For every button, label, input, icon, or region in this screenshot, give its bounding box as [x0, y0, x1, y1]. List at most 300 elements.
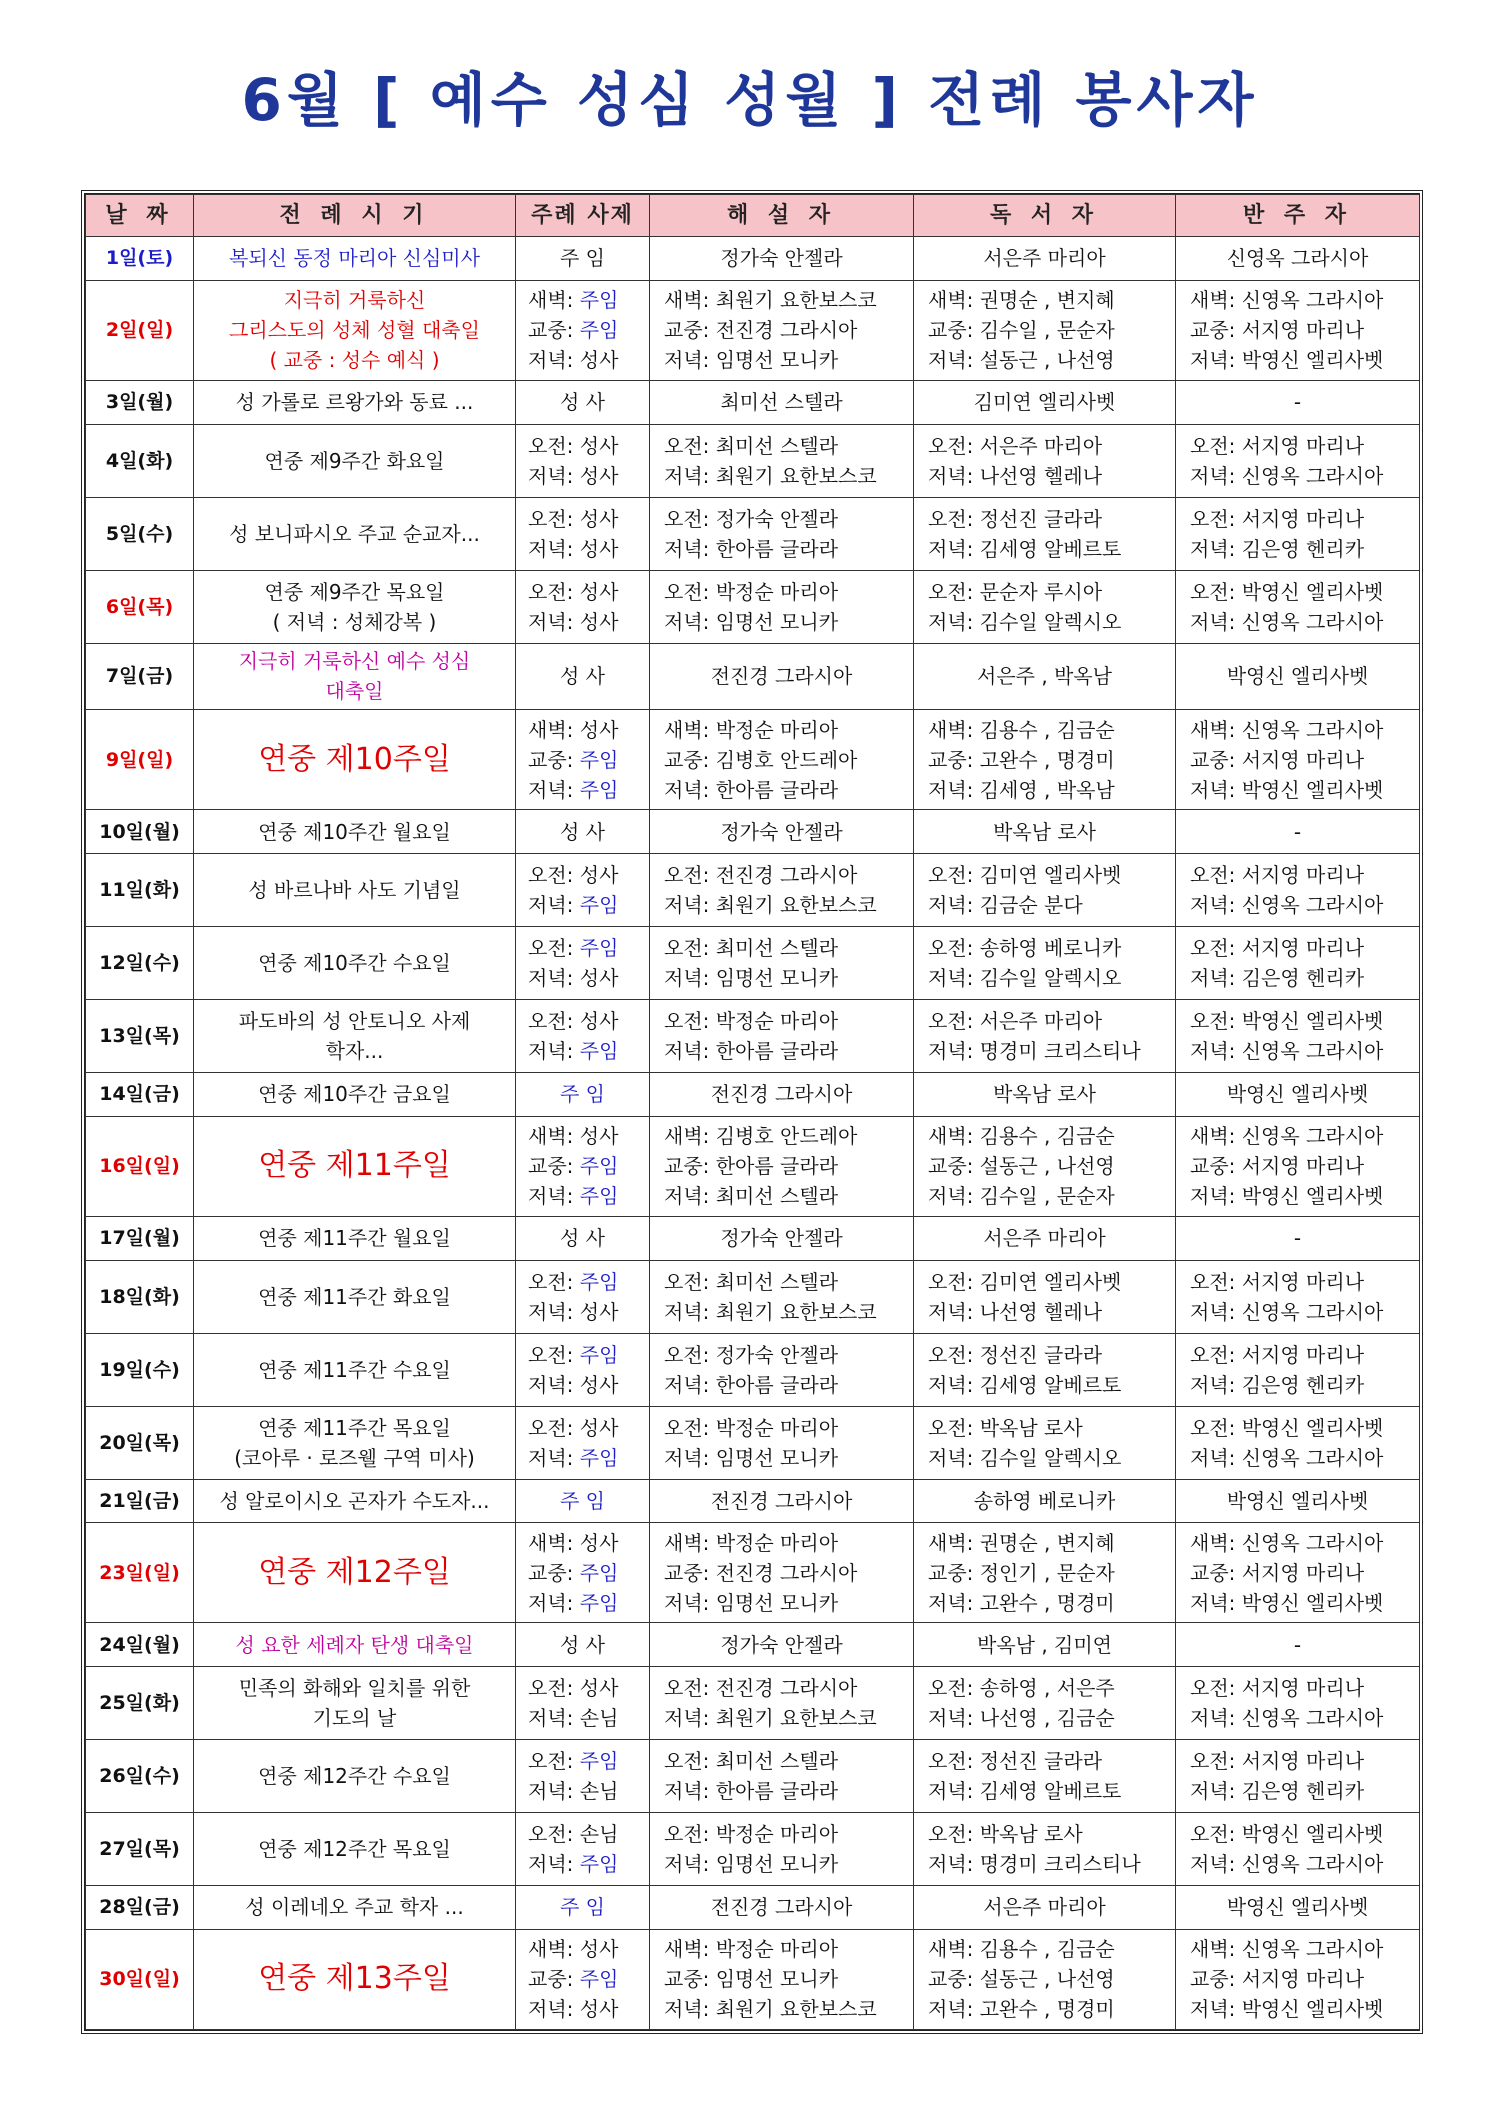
date-cell: 18일(화) — [86, 1260, 194, 1333]
lector-line: 오전: 서은주 마리아 — [928, 1009, 1103, 1033]
season-line: 성 알로이시오 곤자가 수도자... — [219, 1488, 490, 1513]
lector-cell — [914, 1740, 1176, 1813]
celebrant-cell — [516, 854, 650, 927]
celebrant-name: 성사 — [579, 966, 619, 991]
organist-line: 오전: 박영신 엘리사벳 — [1190, 1415, 1384, 1440]
celebrant-line — [528, 1340, 643, 1370]
celebrant-line — [528, 860, 643, 890]
celebrant-line — [528, 1297, 643, 1327]
celebrant-line — [528, 1036, 643, 1066]
date-cell: 2일(일) — [86, 280, 194, 380]
table-row — [86, 1406, 1420, 1479]
celebrant-cell — [516, 710, 650, 810]
schedule-table — [85, 194, 1420, 2030]
commentator-line: 저녁: 최원기 요한보스코 — [664, 463, 877, 488]
table-row — [86, 1886, 1420, 1930]
time-label: 저녁: — [528, 609, 580, 634]
organist-cell — [1176, 710, 1420, 810]
organist-cell — [1176, 1072, 1420, 1116]
celebrant-line — [522, 243, 643, 273]
lector-cell — [914, 1000, 1176, 1073]
lector-cell — [914, 1479, 1176, 1523]
lector-line: 송하영 베로니카 — [973, 1488, 1116, 1513]
celebrant-cell — [516, 1667, 650, 1740]
organist-cell — [1176, 1333, 1420, 1406]
time-label: 저녁: — [528, 1445, 580, 1470]
table-row — [86, 280, 1420, 380]
commentator-line: 교중: 김병호 안드레아 — [664, 747, 858, 772]
season-line: 학자... — [325, 1039, 384, 1063]
time-label: 오전: — [528, 1415, 580, 1440]
celebrant-cell — [516, 1479, 650, 1523]
organist-cell — [1176, 1260, 1420, 1333]
season-line: 성 이레네오 주교 학자 ... — [245, 1895, 464, 1920]
lector-line: 서은주 마리아 — [983, 1895, 1106, 1920]
lector-line: 새벽: 권명순 , 변지혜 — [928, 1530, 1115, 1555]
celebrant-name: 성사 — [579, 1530, 619, 1555]
lector-line: 저녁: 김수일 알렉시오 — [928, 1445, 1122, 1470]
commentator-line: 저녁: 한아름 글라라 — [664, 1372, 839, 1397]
organist-cell — [1176, 380, 1420, 424]
commentator-cell — [650, 927, 914, 1000]
celebrant-cell — [516, 1000, 650, 1073]
commentator-line: 새벽: 박정순 마리아 — [664, 1937, 839, 1962]
lector-line: 오전: 송하영 베로니카 — [928, 936, 1122, 961]
lector-line: 저녁: 나선영 , 김금순 — [928, 1706, 1115, 1731]
season-line: 지극히 거룩하신 — [283, 288, 426, 313]
lector-line: 김미연 엘리사벳 — [973, 390, 1116, 415]
celebrant-line — [528, 1746, 643, 1776]
commentator-line: 저녁: 임명선 모니카 — [664, 1590, 839, 1615]
celebrant-name: 손님 — [579, 1822, 619, 1847]
table-row — [86, 1072, 1420, 1116]
commentator-cell — [650, 854, 914, 927]
commentator-line: 새벽: 최원기 요한보스코 — [664, 288, 877, 313]
organist-line: 오전: 서지영 마리나 — [1190, 863, 1365, 888]
table-row — [86, 380, 1420, 424]
lector-line: 교중: 고완수 , 명경미 — [928, 747, 1115, 772]
lector-line: 오전: 박옥남 로사 — [928, 1415, 1083, 1440]
table-row — [86, 927, 1420, 1000]
season-line: 연중 제13주일 — [258, 1961, 451, 1997]
time-label: 저녁: — [528, 966, 580, 991]
lector-cell — [914, 380, 1176, 424]
celebrant-name: 성사 — [579, 1299, 619, 1324]
organist-line: 저녁: 신영옥 그라시아 — [1190, 1852, 1384, 1877]
celebrant-line — [528, 745, 643, 775]
lector-line: 저녁: 김세영 알베르토 — [928, 536, 1122, 561]
page-title: 6월 [ 예수 성심 성월 ] 전례 봉사자 — [241, 66, 1259, 134]
celebrant-line — [528, 1121, 643, 1151]
celebrant-line — [528, 1528, 643, 1558]
lector-line: 오전: 박옥남 로사 — [928, 1822, 1083, 1847]
organist-line: 오전: 서지영 마리나 — [1190, 506, 1365, 531]
time-label: 저녁: — [528, 1039, 580, 1063]
season-cell — [194, 1813, 516, 1886]
celebrant-cell — [516, 1813, 650, 1886]
commentator-line: 저녁: 임명선 모니카 — [664, 348, 839, 373]
celebrant-name: 성 사 — [560, 819, 605, 844]
organist-cell — [1176, 280, 1420, 380]
organist-line: 박영신 엘리사벳 — [1226, 1488, 1369, 1513]
table-row — [86, 570, 1420, 643]
header-commentator: 해 설 자 — [650, 195, 914, 237]
lector-line: 오전: 김미연 엘리사벳 — [928, 1269, 1122, 1294]
season-line: 연중 제9주간 화요일 — [264, 448, 445, 473]
celebrant-line — [528, 285, 643, 315]
date-cell: 28일(금) — [86, 1886, 194, 1930]
commentator-line: 오전: 최미선 스텔라 — [664, 1269, 839, 1294]
commentator-cell — [650, 1000, 914, 1073]
lector-cell — [914, 570, 1176, 643]
lector-line: 오전: 서은주 마리아 — [928, 433, 1103, 458]
celebrant-line — [528, 1558, 643, 1588]
time-label: 오전: — [528, 579, 580, 604]
celebrant-line — [528, 1964, 643, 1994]
commentator-line: 교중: 전진경 그라시아 — [664, 318, 858, 343]
celebrant-line — [528, 607, 643, 637]
celebrant-name: 주임 — [579, 936, 619, 961]
header-organist: 반 주 자 — [1176, 195, 1420, 237]
season-cell — [194, 810, 516, 854]
organist-line: 새벽: 신영옥 그라시아 — [1190, 717, 1384, 742]
time-label: 저녁: — [528, 1997, 580, 2022]
celebrant-cell — [516, 1929, 650, 2029]
celebrant-cell — [516, 1886, 650, 1930]
season-line: 성 보니파시오 주교 순교자... — [229, 521, 480, 546]
lector-line: 저녁: 나선영 헬레나 — [928, 1299, 1103, 1324]
date-cell: 9일(일) — [86, 710, 194, 810]
organist-cell — [1176, 810, 1420, 854]
commentator-cell — [650, 1116, 914, 1216]
organist-line: 새벽: 신영옥 그라시아 — [1190, 1530, 1384, 1555]
celebrant-line — [528, 1443, 643, 1473]
celebrant-name: 성사 — [579, 463, 619, 488]
commentator-line: 새벽: 박정순 마리아 — [664, 1530, 839, 1555]
commentator-line: 저녁: 최미선 스텔라 — [664, 1184, 839, 1209]
lector-line: 저녁: 명경미 크리스티나 — [928, 1852, 1141, 1877]
commentator-cell — [650, 1886, 914, 1930]
celebrant-name: 성사 — [579, 609, 619, 634]
season-cell — [194, 710, 516, 810]
header-celebrant: 주례 사제 — [516, 195, 650, 237]
commentator-cell — [650, 237, 914, 281]
time-label: 저녁: — [528, 1372, 580, 1397]
celebrant-cell — [516, 1406, 650, 1479]
celebrant-name: 주임 — [579, 288, 619, 313]
season-line: 그리스도의 성체 성혈 대축일 — [229, 318, 480, 343]
lector-line: 박옥남 , 김미연 — [977, 1632, 1112, 1657]
season-line: 연중 제12주간 수요일 — [258, 1764, 451, 1789]
season-line: 연중 제11주간 화요일 — [258, 1284, 451, 1309]
celebrant-name: 주임 — [579, 777, 619, 802]
lector-line: 서은주 마리아 — [983, 1226, 1106, 1251]
celebrant-name: 주 임 — [560, 246, 605, 271]
table-row — [86, 710, 1420, 810]
celebrant-name: 주임 — [579, 1967, 619, 1992]
lector-line: 교중: 설동근 , 나선영 — [928, 1154, 1115, 1179]
celebrant-line — [522, 817, 643, 847]
celebrant-line — [528, 315, 643, 345]
season-cell — [194, 237, 516, 281]
commentator-line: 오전: 전진경 그라시아 — [664, 1676, 858, 1701]
commentator-cell — [650, 1406, 914, 1479]
celebrant-name: 성사 — [579, 348, 619, 373]
commentator-cell — [650, 1929, 914, 2029]
time-label: 저녁: — [528, 1299, 580, 1324]
lector-line: 저녁: 설동근 , 나선영 — [928, 348, 1115, 373]
commentator-cell — [650, 570, 914, 643]
lector-cell — [914, 927, 1176, 1000]
organist-line: 새벽: 신영옥 그라시아 — [1190, 1937, 1384, 1962]
lector-line: 저녁: 김수일 알렉시오 — [928, 609, 1122, 634]
celebrant-cell — [516, 1216, 650, 1260]
celebrant-cell — [516, 1623, 650, 1667]
commentator-line: 새벽: 박정순 마리아 — [664, 717, 839, 742]
celebrant-name: 주임 — [579, 1184, 619, 1209]
commentator-cell — [650, 280, 914, 380]
season-line: 기도의 날 — [312, 1706, 397, 1731]
lector-line: 박옥남 로사 — [993, 1082, 1096, 1107]
celebrant-line — [528, 534, 643, 564]
organist-line: 새벽: 신영옥 그라시아 — [1190, 288, 1384, 313]
time-label: 저녁: — [528, 1590, 580, 1615]
celebrant-name: 성사 — [579, 1372, 619, 1397]
season-cell — [194, 380, 516, 424]
celebrant-name: 성사 — [579, 536, 619, 561]
commentator-cell — [650, 1523, 914, 1623]
lector-line: 박옥남 로사 — [993, 819, 1096, 844]
lector-line: 새벽: 권명순 , 변지혜 — [928, 288, 1115, 313]
commentator-line: 오전: 최미선 스텔라 — [664, 1749, 839, 1774]
commentator-cell — [650, 810, 914, 854]
organist-cell — [1176, 1523, 1420, 1623]
lector-cell — [914, 810, 1176, 854]
time-label: 새벽: — [528, 1937, 580, 1962]
lector-line: 오전: 정선진 글라라 — [928, 1342, 1103, 1367]
season-line: ( 교중 : 성수 예식 ) — [269, 348, 440, 373]
lector-line: 오전: 김미연 엘리사벳 — [928, 863, 1122, 888]
organist-line: 박영신 엘리사벳 — [1226, 664, 1369, 689]
organist-cell — [1176, 424, 1420, 497]
organist-line: 오전: 서지영 마리나 — [1190, 433, 1365, 458]
commentator-line: 최미선 스텔라 — [720, 390, 843, 415]
celebrant-name: 주임 — [579, 318, 619, 343]
organist-line: 저녁: 신영옥 그라시아 — [1190, 463, 1384, 488]
celebrant-name: 성사 — [579, 1415, 619, 1440]
season-line: 민족의 화해와 일치를 위한 — [238, 1676, 471, 1701]
celebrant-name: 성사 — [579, 717, 619, 742]
season-line: 연중 제11주일 — [258, 1148, 451, 1184]
season-line: ( 저녁 : 성체강복 ) — [272, 609, 437, 634]
time-label: 오전: — [528, 1342, 580, 1367]
organist-cell — [1176, 1000, 1420, 1073]
lector-cell — [914, 1667, 1176, 1740]
commentator-line: 저녁: 임명선 모니카 — [664, 966, 839, 991]
commentator-line: 정가숙 안젤라 — [720, 1226, 843, 1251]
season-line: 연중 제10주간 수요일 — [258, 951, 451, 976]
commentator-line: 오전: 정가숙 안젤라 — [664, 506, 839, 531]
lector-line: 저녁: 김수일 , 문순자 — [928, 1184, 1115, 1209]
lector-line: 교중: 정인기 , 문순자 — [928, 1560, 1115, 1585]
lector-line: 새벽: 김용수 , 김금순 — [928, 1937, 1115, 1962]
date-cell: 23일(일) — [86, 1523, 194, 1623]
table-row — [86, 1479, 1420, 1523]
commentator-cell — [650, 1333, 914, 1406]
organist-line: 오전: 서지영 마리나 — [1190, 1749, 1365, 1774]
time-label: 새벽: — [528, 1124, 580, 1149]
table-row — [86, 1623, 1420, 1667]
organist-line: 저녁: 신영옥 그라시아 — [1190, 893, 1384, 918]
commentator-line: 전진경 그라시아 — [710, 1082, 853, 1107]
celebrant-line — [522, 1892, 643, 1922]
date-cell: 6일(목) — [86, 570, 194, 643]
organist-line: 오전: 박영신 엘리사벳 — [1190, 1009, 1384, 1033]
table-row — [86, 1216, 1420, 1260]
lector-line: 저녁: 고완수 , 명경미 — [928, 1590, 1115, 1615]
lector-line: 오전: 문순자 루시아 — [928, 579, 1103, 604]
celebrant-name: 주임 — [579, 1560, 619, 1585]
organist-line: - — [1293, 1632, 1302, 1657]
header-season: 전 례 시 기 — [194, 195, 516, 237]
lector-cell — [914, 237, 1176, 281]
date-cell: 1일(토) — [86, 237, 194, 281]
lector-cell — [914, 1260, 1176, 1333]
lector-cell — [914, 1333, 1176, 1406]
season-line: (코아루 · 로즈웰 구역 미사) — [234, 1445, 475, 1470]
time-label: 오전: — [528, 1269, 580, 1294]
season-cell — [194, 1072, 516, 1116]
lector-cell — [914, 854, 1176, 927]
season-line: 성 가롤로 르왕가와 동료 ... — [235, 390, 474, 415]
celebrant-line — [528, 775, 643, 805]
season-cell — [194, 1667, 516, 1740]
table-row — [86, 497, 1420, 570]
organist-cell — [1176, 1740, 1420, 1813]
commentator-line: 저녁: 임명선 모니카 — [664, 1852, 839, 1877]
celebrant-line — [528, 1181, 643, 1211]
celebrant-line — [528, 431, 643, 461]
lector-line: 새벽: 김용수 , 김금순 — [928, 1124, 1115, 1149]
date-cell: 21일(금) — [86, 1479, 194, 1523]
commentator-line: 오전: 박정순 마리아 — [664, 1415, 839, 1440]
date-cell: 25일(화) — [86, 1667, 194, 1740]
commentator-line: 오전: 박정순 마리아 — [664, 1822, 839, 1847]
season-cell — [194, 1929, 516, 2029]
celebrant-name: 주임 — [579, 1749, 619, 1774]
celebrant-cell — [516, 1116, 650, 1216]
date-cell: 17일(월) — [86, 1216, 194, 1260]
organist-line: 저녁: 신영옥 그라시아 — [1190, 609, 1384, 634]
organist-line: 저녁: 김은영 헨리카 — [1190, 966, 1365, 991]
season-cell — [194, 1260, 516, 1333]
celebrant-line — [528, 461, 643, 491]
commentator-line: 오전: 전진경 그라시아 — [664, 863, 858, 888]
time-label: 교중: — [528, 747, 580, 772]
time-label: 오전: — [528, 936, 580, 961]
commentator-line: 새벽: 김병호 안드레아 — [664, 1124, 858, 1149]
commentator-cell — [650, 497, 914, 570]
organist-cell — [1176, 497, 1420, 570]
commentator-line: 교중: 임명선 모니카 — [664, 1967, 839, 1992]
celebrant-cell — [516, 1333, 650, 1406]
commentator-cell — [650, 1813, 914, 1886]
commentator-line: 저녁: 한아름 글라라 — [664, 777, 839, 802]
date-cell: 19일(수) — [86, 1333, 194, 1406]
commentator-line: 저녁: 한아름 글라라 — [664, 1039, 839, 1063]
organist-line: 저녁: 박영신 엘리사벳 — [1190, 348, 1384, 373]
lector-cell — [914, 643, 1176, 710]
celebrant-line — [528, 1588, 643, 1618]
commentator-line: 교중: 한아름 글라라 — [664, 1154, 839, 1179]
organist-line: 저녁: 박영신 엘리사벳 — [1190, 1590, 1384, 1615]
celebrant-cell — [516, 237, 650, 281]
commentator-line: 정가숙 안젤라 — [720, 246, 843, 271]
season-cell — [194, 1623, 516, 1667]
celebrant-line — [528, 1413, 643, 1443]
organist-cell — [1176, 643, 1420, 710]
time-label: 저녁: — [528, 536, 580, 561]
date-cell: 26일(수) — [86, 1740, 194, 1813]
season-cell — [194, 1000, 516, 1073]
celebrant-line — [528, 345, 643, 375]
time-label: 저녁: — [528, 777, 580, 802]
table-row — [86, 1333, 1420, 1406]
season-cell — [194, 497, 516, 570]
commentator-line: 정가숙 안젤라 — [720, 819, 843, 844]
lector-line: 저녁: 나선영 헬레나 — [928, 463, 1103, 488]
season-cell — [194, 1216, 516, 1260]
celebrant-name: 성사 — [579, 506, 619, 531]
date-cell: 24일(월) — [86, 1623, 194, 1667]
organist-cell — [1176, 1406, 1420, 1479]
season-cell — [194, 1523, 516, 1623]
time-label: 저녁: — [528, 1184, 580, 1209]
celebrant-name: 성사 — [579, 433, 619, 458]
organist-line: 저녁: 김은영 헨리카 — [1190, 536, 1365, 561]
lector-line: 저녁: 김세영 알베르토 — [928, 1779, 1122, 1804]
table-row — [86, 1740, 1420, 1813]
table-row — [86, 424, 1420, 497]
table-row — [86, 1667, 1420, 1740]
organist-cell — [1176, 1116, 1420, 1216]
time-label: 새벽: — [528, 717, 580, 742]
time-label: 저녁: — [528, 1852, 580, 1877]
celebrant-line — [522, 1223, 643, 1253]
season-line: 연중 제12주간 목요일 — [258, 1837, 451, 1862]
celebrant-name: 성사 — [579, 1124, 619, 1149]
lector-cell — [914, 424, 1176, 497]
organist-line: 신영옥 그라시아 — [1226, 246, 1369, 271]
season-cell — [194, 643, 516, 710]
celebrant-line — [522, 1079, 643, 1109]
season-cell — [194, 1740, 516, 1813]
schedule-body — [86, 237, 1420, 2030]
date-cell: 20일(목) — [86, 1406, 194, 1479]
time-label: 오전: — [528, 1749, 580, 1774]
season-cell — [194, 570, 516, 643]
schedule-table-wrapper — [81, 190, 1423, 2034]
celebrant-name: 성사 — [579, 863, 619, 888]
season-line: 연중 제11주간 목요일 — [258, 1415, 451, 1440]
celebrant-line — [522, 387, 643, 417]
celebrant-name: 성사 — [579, 1937, 619, 1962]
commentator-line: 전진경 그라시아 — [710, 1488, 853, 1513]
time-label: 새벽: — [528, 288, 580, 313]
celebrant-name: 주 임 — [560, 1082, 605, 1107]
celebrant-name: 성사 — [579, 579, 619, 604]
celebrant-name: 성사 — [579, 1676, 619, 1701]
